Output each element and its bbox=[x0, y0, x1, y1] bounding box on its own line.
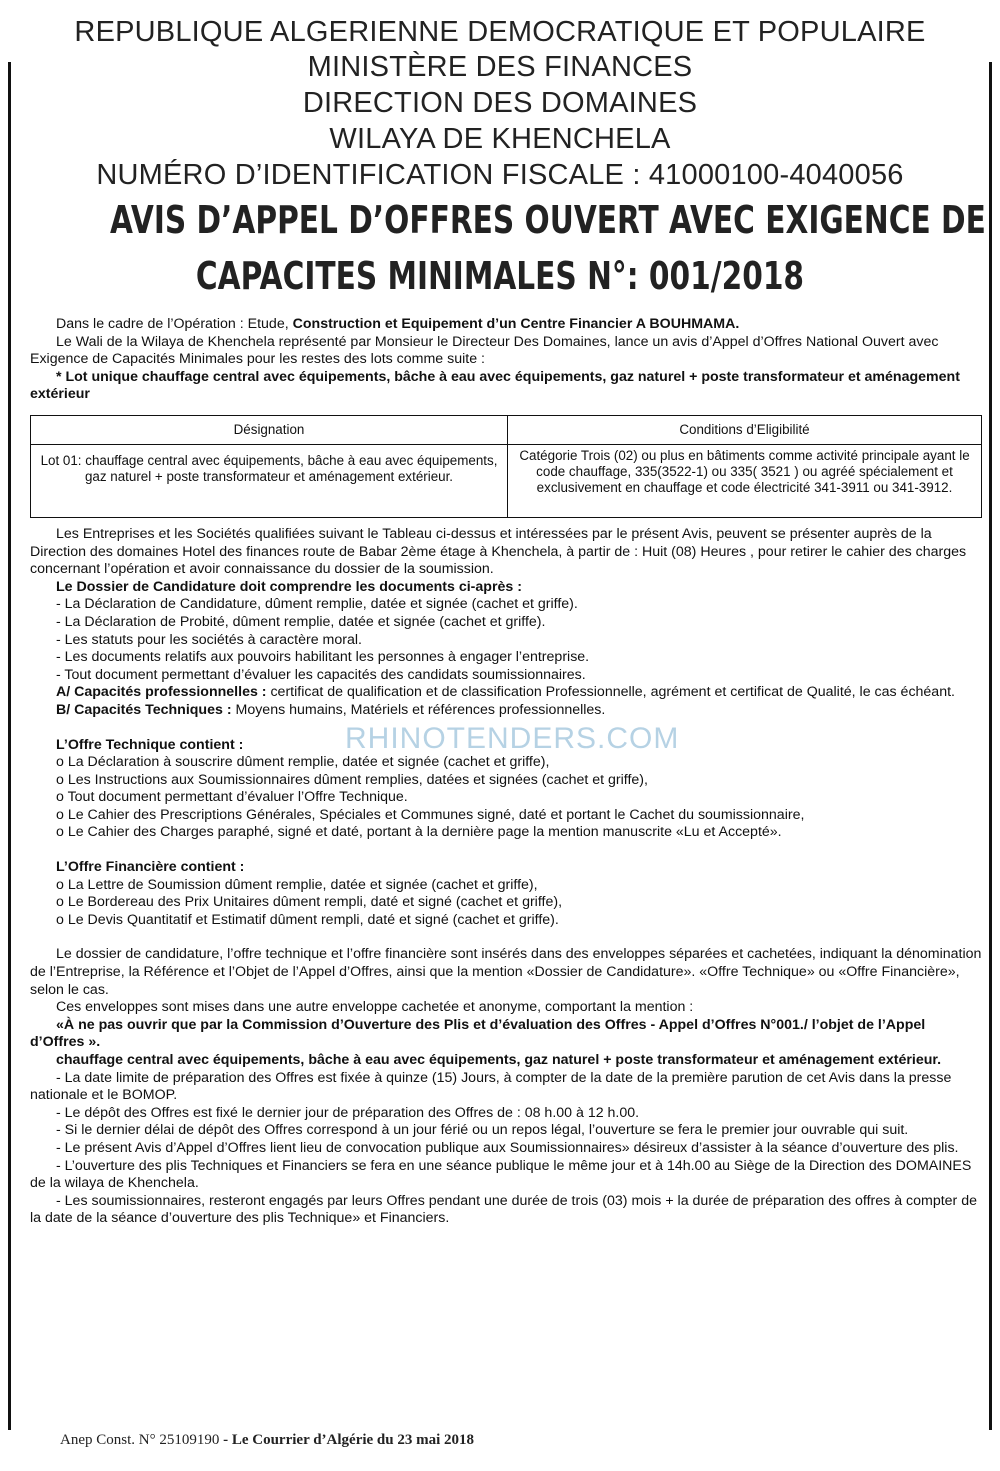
list-item: o Le Bordereau des Prix Unitaires dûment rempli, daté et signé (cachet et griffe), bbox=[56, 894, 563, 911]
lot-objet: chauffage central avec équipements, bâche à eau avec équipements, gaz naturel + poste transformateur et aménagement extérieur. bbox=[56, 1052, 942, 1068]
capacites-pro-text: certificat de qualification et de classification Professionnelle, agrément et certificat de Qualité, le cas échéant. bbox=[266, 684, 955, 701]
mention-commission: «À ne pas ouvrir que par la Commission d’Ouverture des Plis et d’évaluation des Offres - Appel d’Offres N°001./ l’objet de l’Appel d’Offres ». bbox=[30, 1016, 926, 1051]
table-row bbox=[31, 444, 982, 517]
capacites-pro-label: A/ Capacités professionnelles : bbox=[56, 684, 267, 701]
lot-summary: * Lot unique chauffage central avec équipements, bâche à eau avec équipements, gaz naturel + poste transformateur et aménagement extérieur bbox=[30, 368, 960, 403]
list-item: o La Lettre de Soumission dûment remplie, datée et signée (cachet et griffe), bbox=[56, 876, 538, 893]
ouverture-plis: - L’ouverture des plis Techniques et Financiers se fera en une séance publique le même jour et à 14h.00 au Siège de la Direction des DOMAINES de la wilaya de Khenchela. bbox=[30, 1157, 972, 1192]
footer-anep: Anep Const. N° 25109190 bbox=[60, 1432, 220, 1448]
date-limite: - La date limite de préparation des Offres est fixée à quinze (15) Jours, à compter de la date de la première parution de cet Avis dans la presse nationale et le BOMOP. bbox=[30, 1069, 952, 1104]
operation-prefix: Dans le cadre de l’Opération : Etude, bbox=[56, 316, 293, 332]
watermark: RHINOTENDERS.COM bbox=[345, 722, 680, 755]
capacites-tech-text: Moyens humains, Matériels et références professionnelles. bbox=[231, 701, 606, 718]
list-item: - La Déclaration de Probité, dûment remplie, datée et signée (cachet et griffe). bbox=[56, 613, 546, 630]
notice-title-line1: AVIS D’APPEL D’OFFRES OUVERT AVEC EXIGENCE DE bbox=[110, 198, 986, 242]
table-header-conditions: Conditions d’Eligibilité bbox=[508, 415, 982, 444]
notice-body bbox=[30, 316, 982, 1228]
list-item: o Le Cahier des Charges paraphé, signé et daté, portant à la dernière page la mention manuscrite «Lu et Accepté». bbox=[56, 824, 782, 841]
enveloppe-anonyme: Ces enveloppes sont mises dans une autre enveloppe cachetée et anonyme, comportant la mention : bbox=[56, 999, 694, 1016]
header-wilaya: WILAYA DE KHENCHELA bbox=[329, 123, 671, 155]
table-cell-conditions: Catégorie Trois (02) ou plus en bâtiments comme activité principale ayant le code chauffage, 335(3522-1) ou 335( 3521 ) ou agréé spécialement et exclusivement en chauffage et code électricité 341-3911 ou 341-3912. bbox=[508, 444, 982, 517]
header-direction: DIRECTION DES DOMAINES bbox=[302, 87, 698, 119]
capacites-tech-label: B/ Capacités Techniques : bbox=[56, 701, 232, 718]
list-item: o Tout document permettant d’évaluer l’Offre Technique. bbox=[56, 789, 408, 806]
table-header-designation: Désignation bbox=[31, 415, 508, 444]
dossier-heading: Le Dossier de Candidature doit comprendre les documents ci-après : bbox=[56, 578, 522, 595]
operation-name: Construction et Equipement d’un Centre Financier A BOUHMAMA. bbox=[292, 316, 740, 332]
header-republic: REPUBLIQUE ALGERIENNE DEMOCRATIQUE ET POPULAIRE bbox=[74, 16, 926, 48]
depot-offres: - Le dépôt des Offres est fixé le dernier jour de préparation des Offres de : 08 h.00 à 12 h.00. bbox=[56, 1104, 640, 1121]
table-header-row bbox=[31, 415, 982, 444]
notice-title-line2: CAPACITES MINIMALES N°: 001/2018 bbox=[195, 254, 805, 298]
list-item: o Le Cahier des Prescriptions Générales, Spéciales et Communes signé, daté et portant le Cachet du soumissionnaire, bbox=[56, 806, 805, 823]
wali-paragraph: Le Wali de la Wilaya de Khenchela représenté par Monsieur le Directeur Des Domaines, lance un avis d’Appel d’Offres National Ouvert avec Exigence de Capacités Minimales pour les restes des lots comme suite : bbox=[30, 333, 939, 368]
eligibility-table bbox=[30, 415, 982, 518]
header-ministry: MINISTÈRE DES FINANCES bbox=[307, 51, 693, 83]
list-item: o Le Devis Quantitatif et Estimatif dûment rempli, daté et signé (cachet et griffe). bbox=[56, 911, 559, 928]
enveloppes-paragraph: Le dossier de candidature, l’offre technique et l’offre financière sont insérés dans des enveloppes séparées et cachetées, indiquant la dénomination de l’Entreprise, la Référence et l’Objet de l’Appel d’Offres, ainsi que la mention «Dossier de Candidature». «Offre Technique» ou «Offre Financière», selon le cas. bbox=[30, 946, 982, 998]
list-item: - Tout document permettant d’évaluer les capacités des candidats soumissionnaires. bbox=[56, 666, 586, 683]
convocation: - Le présent Avis d’Appel d’Offres lient lieu de convocation publique aux Soumissionnaires» désireux d’assister à la séance d’ouverture des plis. bbox=[56, 1139, 959, 1156]
header-nif: NUMÉRO D’IDENTIFICATION FISCALE : 41000100-4040056 bbox=[96, 159, 904, 191]
operation-line bbox=[30, 316, 982, 334]
list-item: - Les documents relatifs aux pouvoirs habilitant les personnes à engager l’entreprise. bbox=[56, 649, 590, 666]
entreprises-paragraph: Les Entreprises et les Sociétés qualifiées suivant le Tableau ci-dessus et intéressées par le présent Avis, peuvent se présenter auprès de la Direction des domaines Hotel des finances route de Babar 2ème étage à Khenchela, à partir de : Huit (08) Heures , pour retirer le cahier des charges concernant l’opération et avoir connaissance du dossier de la soumission. bbox=[30, 525, 967, 578]
list-item: o La Déclaration à souscrire dûment remplie, datée et signée (cachet et griffe), bbox=[56, 754, 550, 771]
offre-technique-heading: L’Offre Technique contient : bbox=[56, 736, 244, 753]
list-item: - La Déclaration de Candidature, dûment remplie, datée et signée (cachet et griffe). bbox=[56, 596, 578, 613]
footer bbox=[60, 1432, 474, 1449]
list-item: o Les Instructions aux Soumissionnaires dûment remplies, datées et signées (cachet et griffe), bbox=[56, 771, 648, 788]
offre-financiere-heading: L’Offre Financière contient : bbox=[56, 859, 245, 876]
capacites-professionnelles bbox=[30, 684, 982, 702]
list-item: - Les statuts pour les sociétés à caractère moral. bbox=[56, 631, 362, 648]
table-cell-lot: Lot 01: chauffage central avec équipements, bâche à eau avec équipements, gaz naturel + poste transformateur et aménagement extérieur. bbox=[31, 444, 508, 517]
jour-ferie: - Si le dernier délai de dépôt des Offres correspond à un jour férié ou un repos légal, l’ouverture se fera le premier jour ouvrable qui suit. bbox=[56, 1122, 909, 1139]
engagement: - Les soumissionnaires, resteront engagés par leurs Offres pendant une durée de trois (03) mois + la durée de préparation des offres à compter de la date de la séance d’ouverture des plis Technique» et Financiers. bbox=[30, 1192, 978, 1227]
footer-journal: - Le Courrier d’Algérie du 23 mai 2018 bbox=[219, 1432, 475, 1448]
capacites-techniques bbox=[30, 702, 982, 720]
